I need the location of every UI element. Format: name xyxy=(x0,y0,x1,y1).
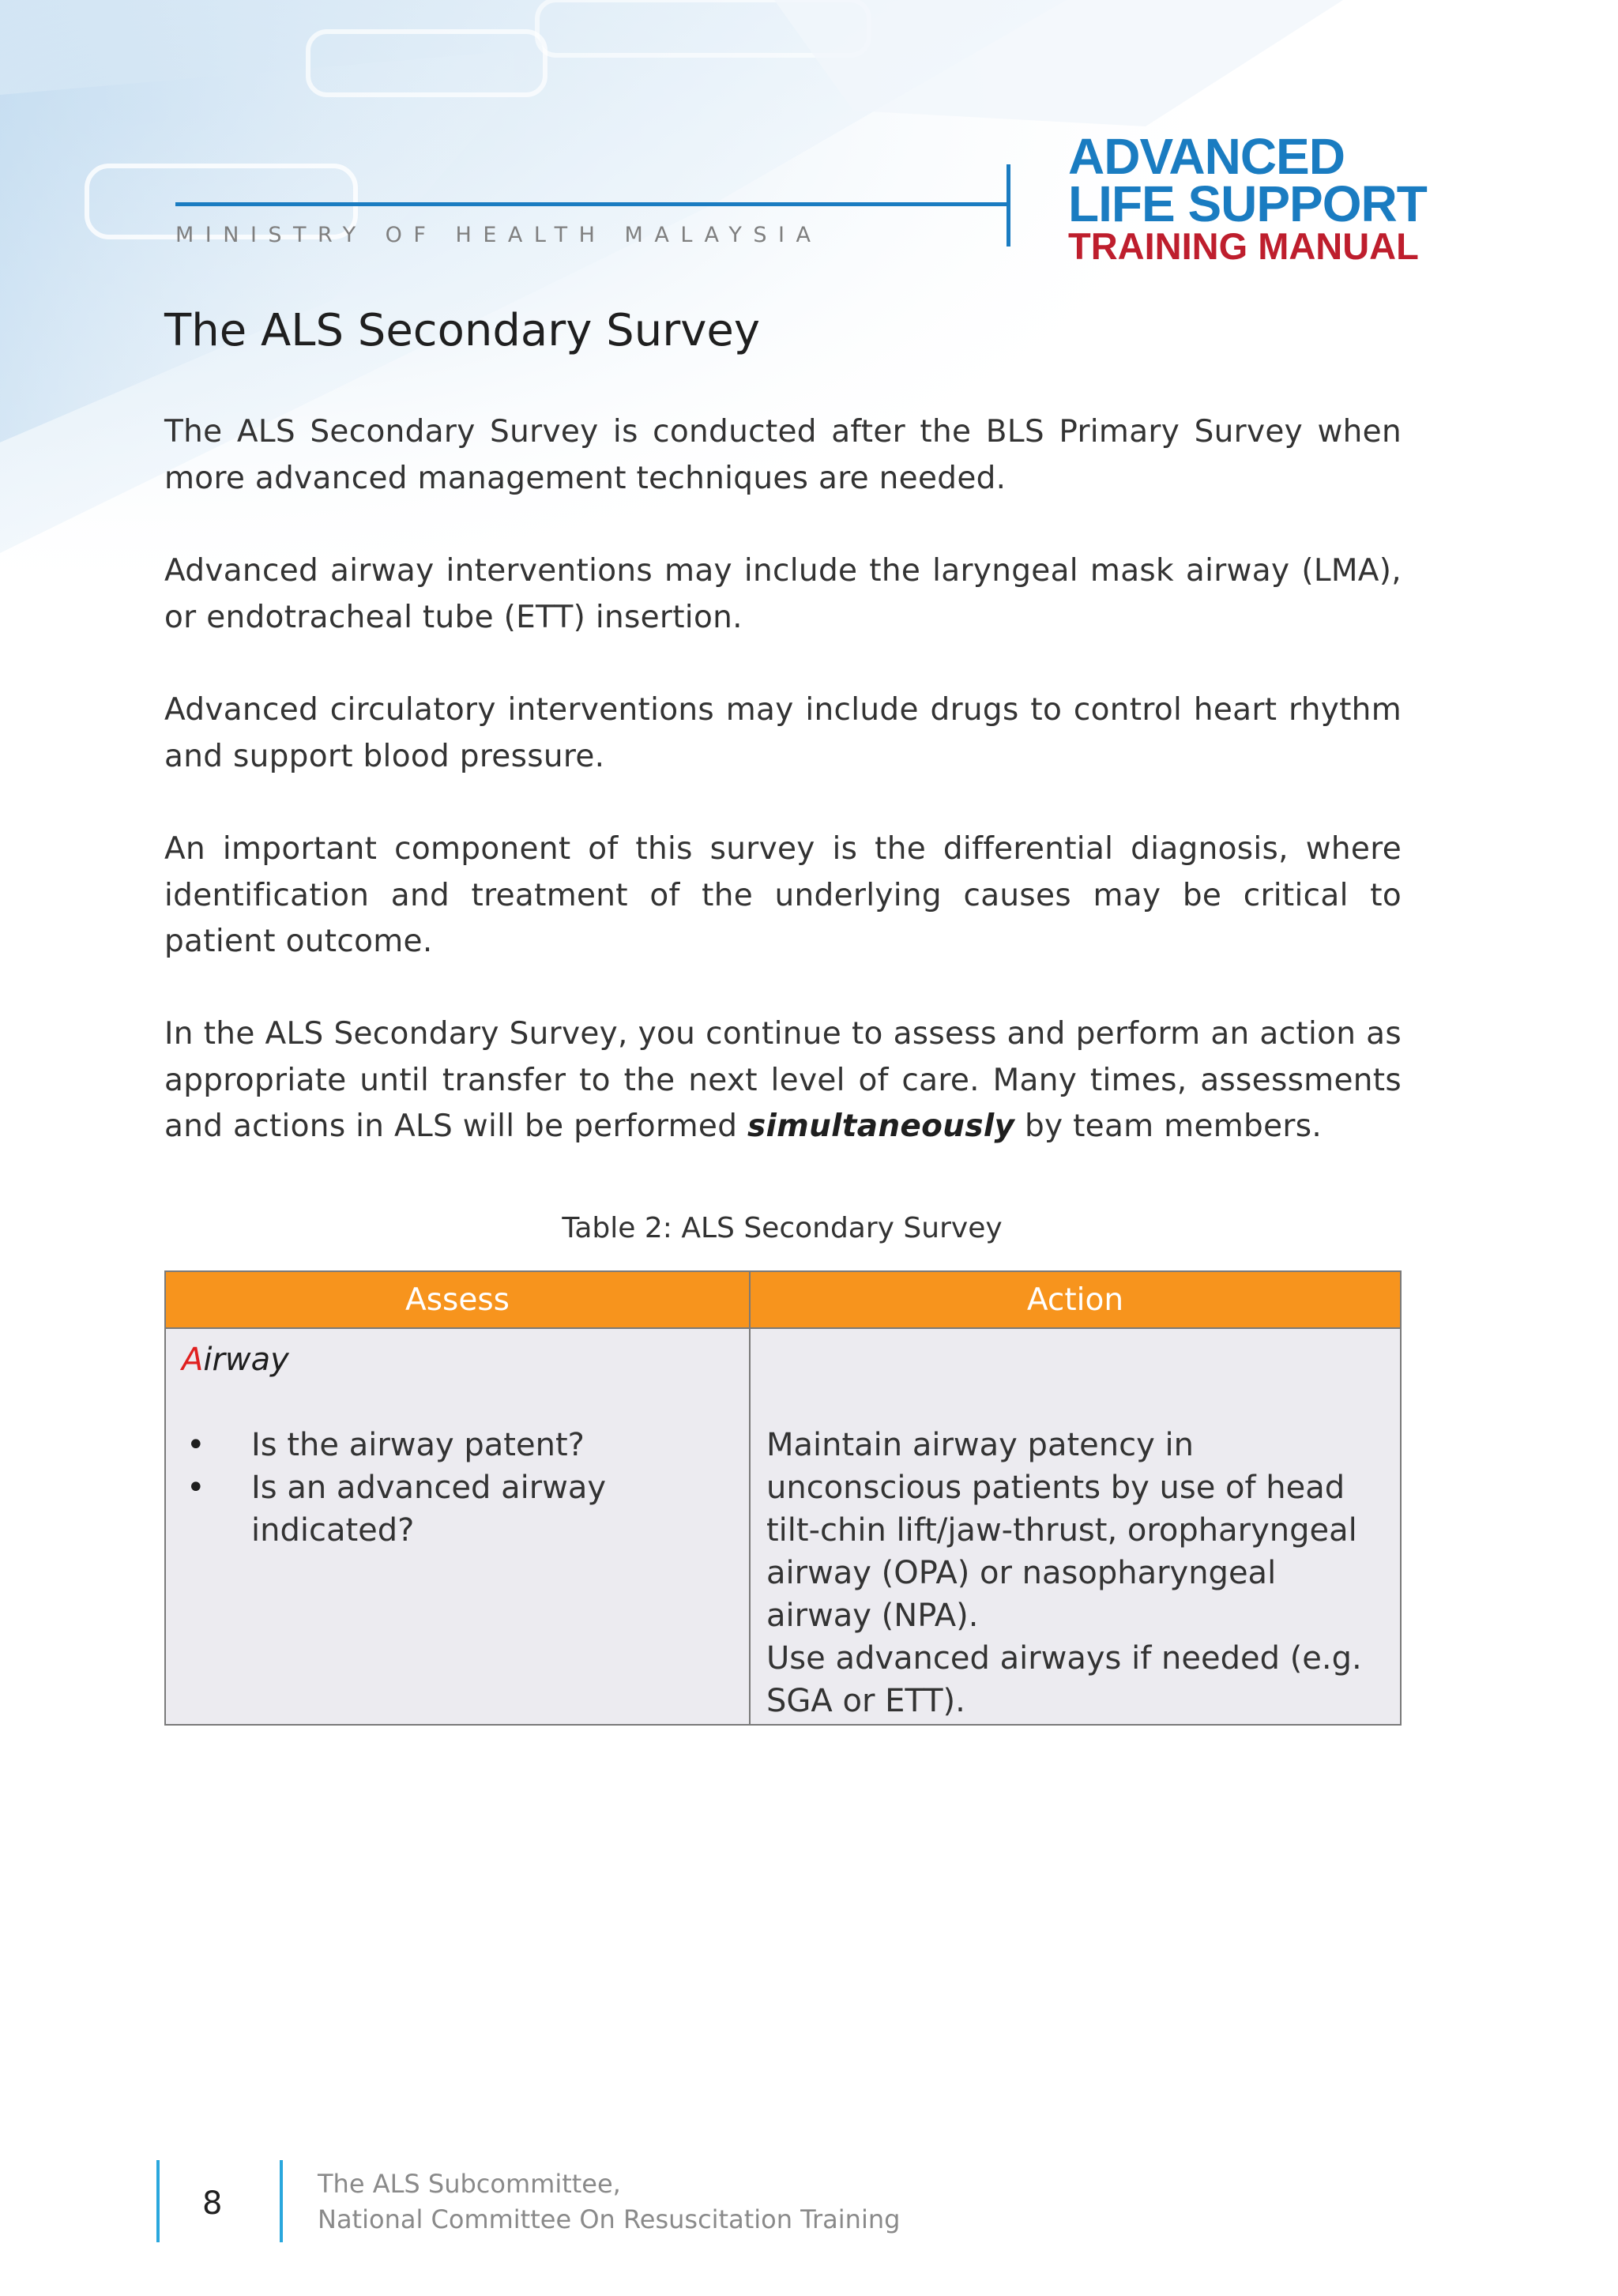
paragraph-circulatory-interventions: Advanced circulatory interventions may include drugs to control heart rhythm and support blood pressure. xyxy=(164,692,1402,774)
logo-line-life-support: LIFE SUPPORT xyxy=(1068,175,1427,232)
bullet-icon: • xyxy=(186,1427,205,1463)
bullet-icon: • xyxy=(186,1470,205,1506)
manual-logo xyxy=(1068,128,1427,267)
paragraph-airway-interventions: Advanced airway interventions may include the laryngeal mask airway (LMA), or endotracheal tube (ETT) insertion. xyxy=(164,553,1402,635)
logo-line-advanced: ADVANCED xyxy=(1068,128,1345,185)
emphasis-simultaneously: simultaneously xyxy=(747,1108,1015,1144)
header-rule xyxy=(175,202,1010,206)
column-header-assess: Assess xyxy=(165,1271,750,1328)
footer-divider-right xyxy=(280,2160,283,2242)
column-header-action: Action xyxy=(750,1271,1401,1328)
paragraph-differential-diagnosis: An important component of this survey is the differential diagnosis, where identification and treatment of the underlying causes may be critical to patient outcome. xyxy=(164,831,1402,959)
footer-line-subcommittee: The ALS Subcommittee, xyxy=(318,2169,621,2199)
bullet-text: Is the airway patent? xyxy=(251,1427,585,1463)
airway-heading-initial: A xyxy=(182,1342,204,1378)
logo-line-training-manual: TRAINING MANUAL xyxy=(1068,225,1419,267)
ministry-label: MINISTRY OF HEALTH MALAYSIA xyxy=(175,223,822,247)
list-item xyxy=(182,1466,727,1552)
table-caption: Table 2: ALS Secondary Survey xyxy=(562,1212,1003,1244)
paragraph-intro: The ALS Secondary Survey is conducted after the BLS Primary Survey when more advanced management techniques are needed. xyxy=(164,414,1402,496)
airway-heading xyxy=(182,1342,289,1378)
secondary-survey-table xyxy=(164,1270,1402,1726)
action-advanced-airways: Use advanced airways if needed (e.g. SGA or ETT). xyxy=(766,1640,1362,1719)
paragraph-assess-action xyxy=(164,1011,1402,1150)
header-rule-tick xyxy=(1007,164,1010,247)
page-title: The ALS Secondary Survey xyxy=(164,305,760,356)
table-header-row xyxy=(165,1271,1401,1328)
list-item xyxy=(182,1424,727,1466)
footer-credit xyxy=(318,2166,900,2238)
action-airway-patency: Maintain airway patency in unconscious patients by use of head tilt-chin lift/jaw-thrust, oropharyngeal airway (OPA) or nasopharyngeal airway (NPA). xyxy=(766,1427,1357,1634)
action-cell xyxy=(750,1328,1401,1725)
footer-line-committee: National Committee On Resuscitation Training xyxy=(318,2204,901,2234)
page-number: 8 xyxy=(202,2185,223,2222)
assess-bullet-list xyxy=(182,1424,727,1552)
airway-heading-rest: irway xyxy=(203,1342,289,1378)
paragraph-text: In the ALS Secondary Survey, you continue to assess and perform an action as appropriate until transfer to the next level of care. Many times, assessments and actions in ALS will be performed xyxy=(164,1016,1402,1144)
bullet-text: Is an advanced airway indicated? xyxy=(251,1470,607,1549)
paragraph-text-end: by team members. xyxy=(1014,1108,1323,1144)
assess-cell xyxy=(165,1328,750,1725)
footer-divider-left xyxy=(156,2160,160,2242)
table-row xyxy=(165,1328,1401,1725)
